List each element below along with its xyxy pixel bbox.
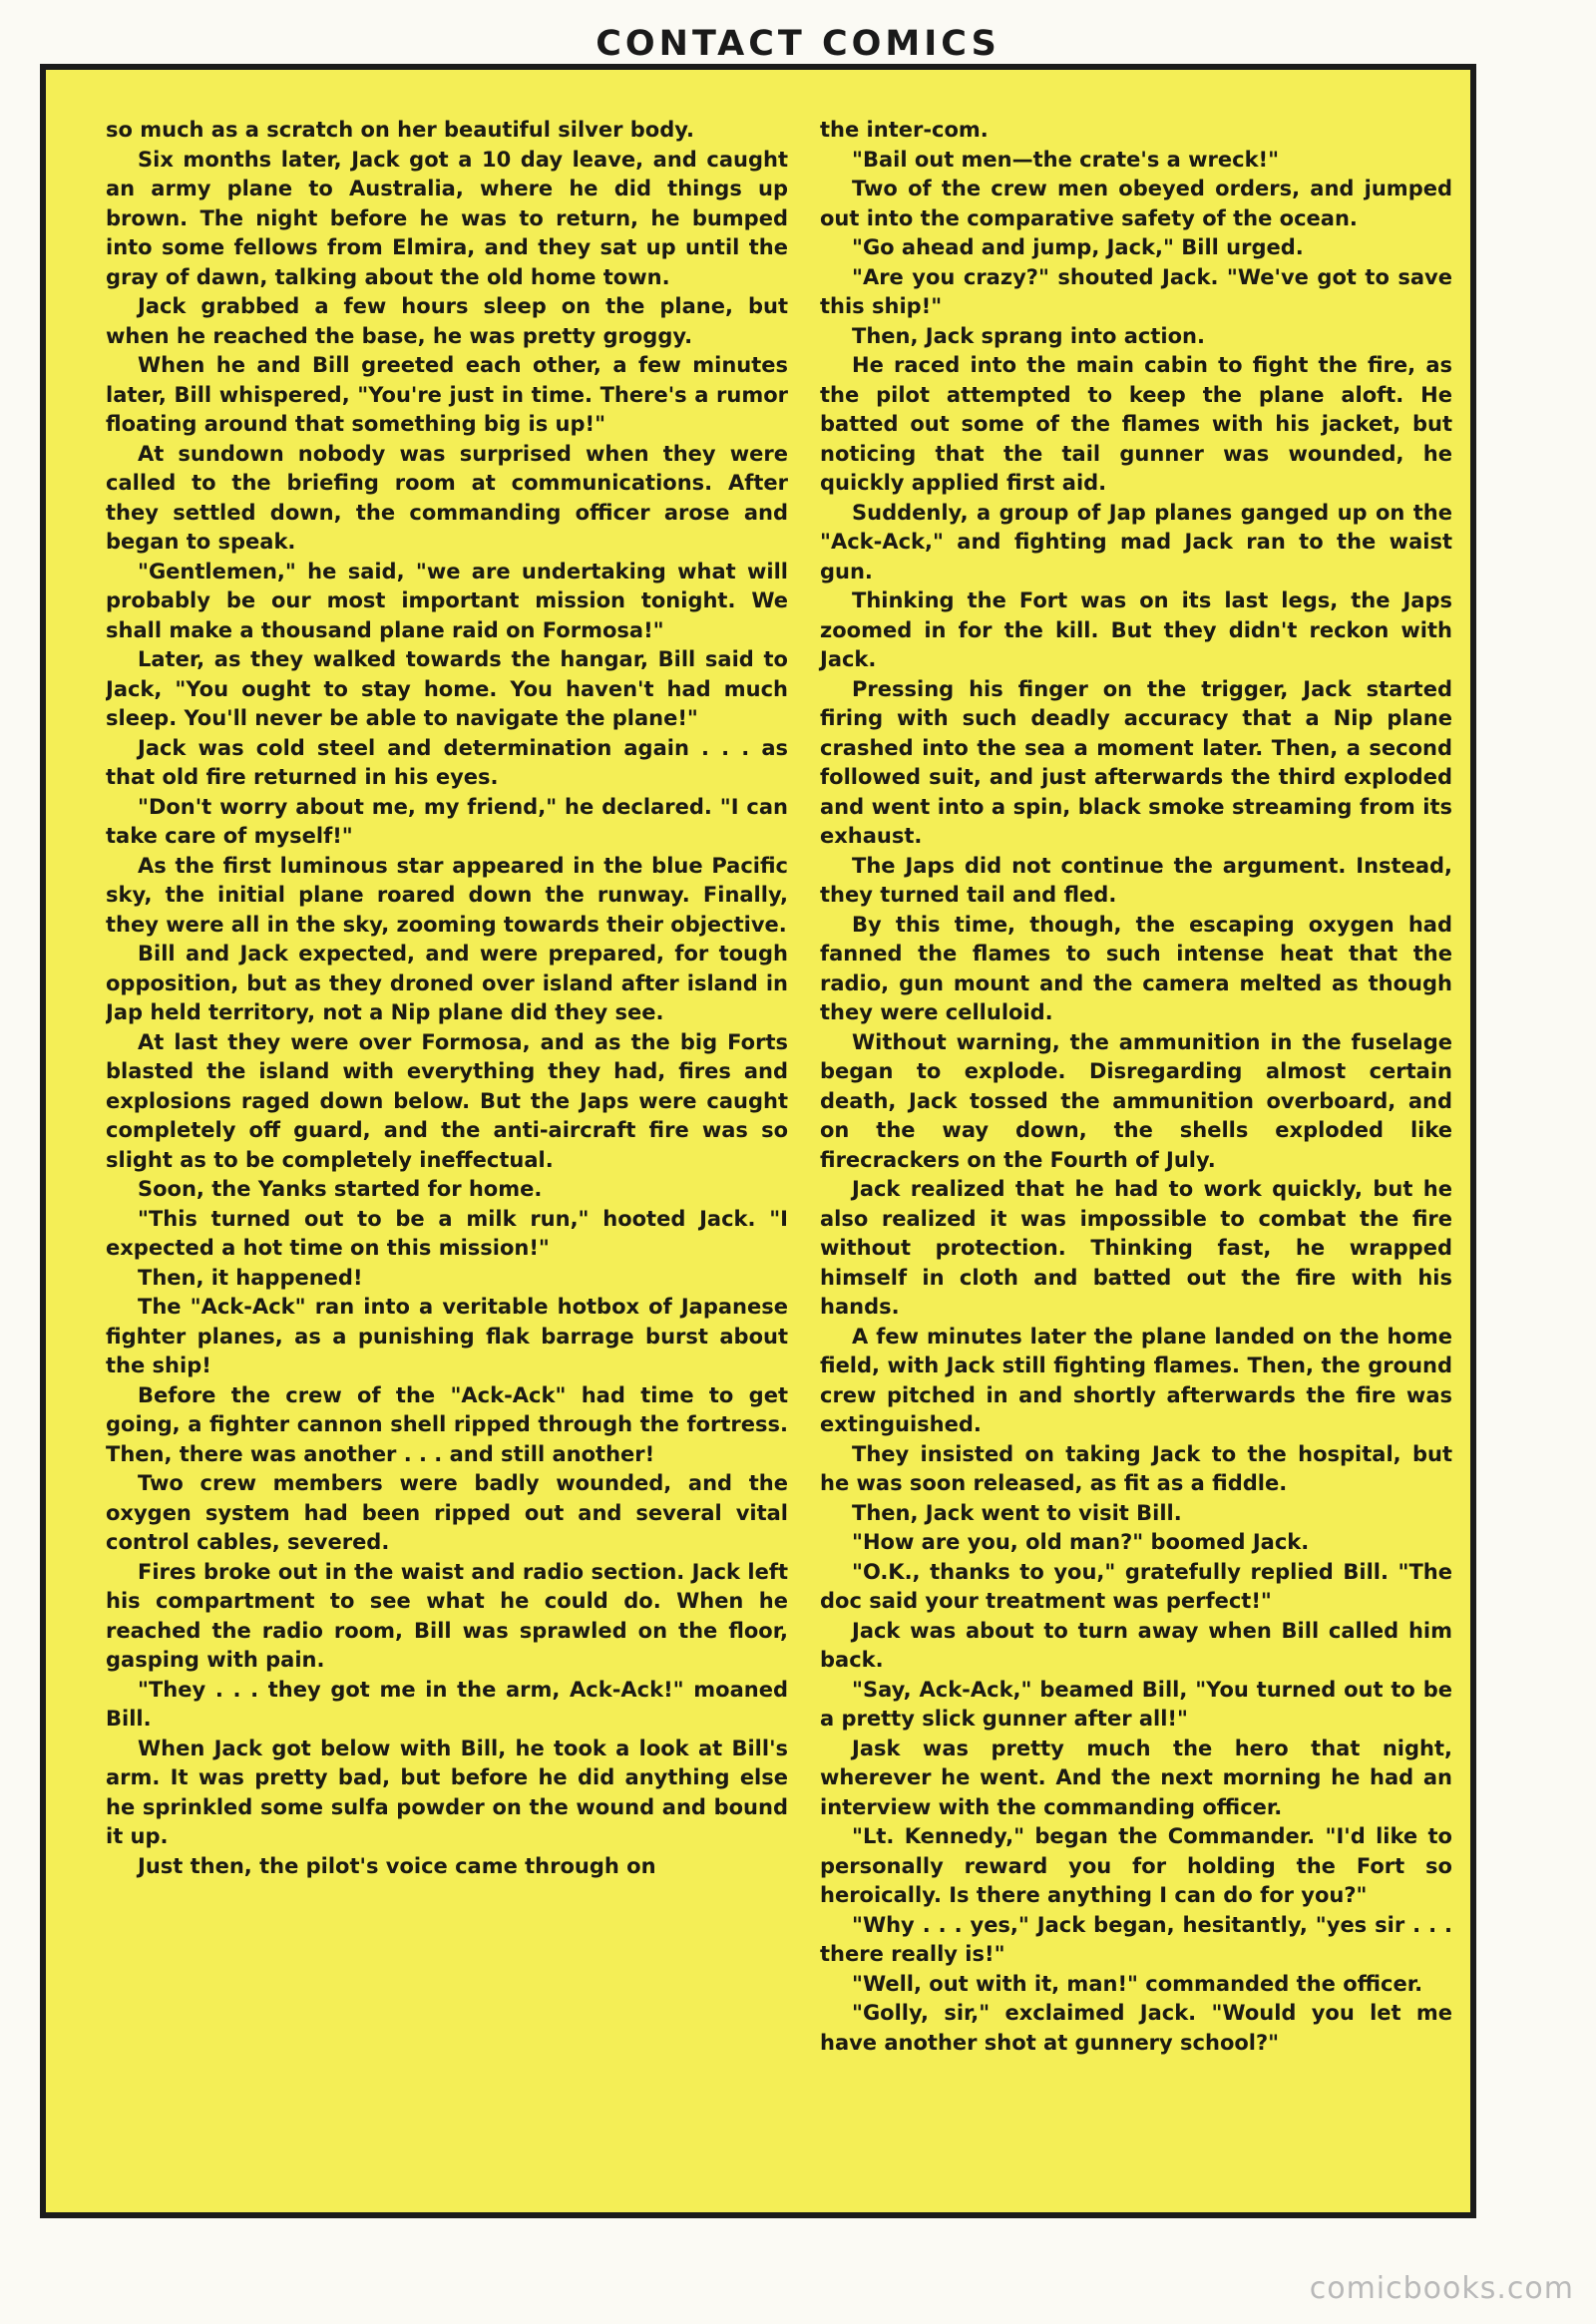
paragraph: "Don't worry about me, my friend," he declared. "I can take care of myself!" [106,794,788,848]
paragraph: Then, it happened! [138,1265,363,1290]
paragraph: He raced into the main cabin to fight the fire, as the pilot attempted to keep the plane aloft. He batted out some of the flames with his jacket, but noticing that the tail gunner was wounded, he quickly applied first aid. [820,353,1452,495]
paragraph: They insisted on taking Jack to the hospital, but he was soon released, as fit as a fiddle. [820,1441,1452,1495]
paragraph: "This turned out to be a milk run," hooted Jack. "I expected a hot time on this mission!" [106,1206,788,1260]
paragraph: so much as a scratch on her beautiful silver body. [106,118,694,142]
page-header: CONTACT COMICS [596,24,1000,64]
paragraph: "Well, out with it, man!" commanded the officer. [852,1971,1423,1996]
paragraph: Six months later, Jack got a 10 day leave, and caught an army plane to Australia, where he did things up brown. The night before he was to return, he bumped into some fellows from Elmira, and they sat up until the gray of dawn, talking about the old home town. [106,147,788,289]
paragraph: Two of the crew men obeyed orders, and jumped out into the comparative safety of the ocean. [820,177,1452,230]
paragraph: Jack realized that he had to work quickly, but he also realized it was impossible to combat the fire without protection. Thinking fast, he wrapped himself in cloth and batted out the fire with his hands. [820,1177,1452,1319]
paragraph: Jack grabbed a few hours sleep on the plane, but when he reached the base, he was pretty groggy. [106,294,788,348]
paragraph: Then, Jack sprang into action. [852,323,1205,348]
paragraph: "Bail out men—the crate's a wreck!" [852,147,1280,172]
paragraph: "Golly, sir," exclaimed Jack. "Would you let me have another shot at gunnery school?" [820,2001,1452,2055]
paragraph: "Gentlemen," he said, "we are undertaking what will probably be our most important mission tonight. We shall make a thousand plane raid on Formosa!" [106,559,788,642]
text-columns [106,116,1452,2192]
paragraph: Suddenly, a group of Jap planes ganged up on the "Ack-Ack," and fighting mad Jack ran to the waist gun. [820,500,1452,583]
paragraph: Later, as they walked towards the hangar, Bill said to Jack, "You ought to stay home. You haven't had much sleep. You'll never be able to navigate the plane!" [106,647,788,730]
paragraph: "Lt. Kennedy," began the Commander. "I'd like to personally reward you for holding the Fort so heroically. Is there anything I can do for you?" [820,1824,1452,1907]
paragraph: "Say, Ack-Ack," beamed Bill, "You turned out to be a pretty slick gunner after all!" [820,1677,1452,1731]
watermark: comicbooks.com [1309,2271,1574,2306]
paragraph: Just then, the pilot's voice came through on [138,1853,656,1878]
paragraph: Soon, the Yanks started for home. [138,1177,543,1201]
paragraph: The "Ack-Ack" ran into a veritable hotbox of Japanese fighter planes, as a punishing flak barrage burst about the ship! [106,1295,788,1377]
paragraph: "Are you crazy?" shouted Jack. "We've got to save this ship!" [820,264,1452,318]
paragraph: Two crew members were badly wounded, and the oxygen system had been ripped out and several vital control cables, severed. [106,1471,788,1554]
paragraph: When he and Bill greeted each other, a few minutes later, Bill whispered, "You're just in time. There's a rumor floating around that something big is up!" [106,353,788,436]
paragraph: At sundown nobody was surprised when they were called to the briefing room at communications. After they settled down, the commanding officer arose and began to speak. [106,441,788,554]
paragraph: The Japs did not continue the argument. Instead, they turned tail and fled. [820,853,1452,907]
paragraph: "Go ahead and jump, Jack," Bill urged. [852,235,1304,259]
paragraph: A few minutes later the plane landed on the home field, with Jack still fighting flames. Then, the ground crew pitched in and shortly afterwards the fire was extinguished. [820,1324,1452,1436]
left-column [106,116,804,2192]
paragraph: Jack was about to turn away when Bill called him back. [820,1618,1452,1672]
paragraph: Fires broke out in the waist and radio section. Jack left his compartment to see what he could do. When he reached the radio room, Bill was sprawled on the floor, gasping with pain. [106,1559,788,1672]
paragraph: "O.K., thanks to you," gratefully replied Bill. "The doc said your treatment was perfect!" [820,1559,1452,1613]
paragraph: "They . . . they got me in the arm, Ack-Ack!" moaned Bill. [106,1677,788,1731]
paragraph: Then, Jack went to visit Bill. [852,1500,1182,1525]
paragraph: Pressing his finger on the trigger, Jack started firing with such deadly accuracy that a Nip plane crashed into the sea a moment later. Then, a second followed suit, and just afterwards the third exploded and went into a spin, black smoke streaming from its exhaust. [820,676,1452,848]
paragraph: Jack was cold steel and determination again . . . as that old fire returned in his eyes. [106,735,788,789]
paragraph: When Jack got below with Bill, he took a look at Bill's arm. It was pretty bad, but before he did anything else he sprinkled some sulfa powder on the wound and bound it up. [106,1736,788,1848]
paragraph: Thinking the Fort was on its last legs, the Japs zoomed in for the kill. But they didn't reckon with Jack. [820,588,1452,671]
paragraph: At last they were over Formosa, and as the big Forts blasted the island with everything they had, fires and explosions raged down below. But the Japs were caught completely off guard, and the anti-aircraft fire was so slight as to be completely ineffectual. [106,1029,788,1172]
paragraph: By this time, though, the escaping oxygen had fanned the flames to such intense heat that the radio, gun mount and the camera melted as though they were celluloid. [820,912,1452,1024]
paragraph: "Why . . . yes," Jack began, hesitantly, "yes sir . . . there really is!" [820,1912,1452,1966]
paragraph: "How are you, old man?" boomed Jack. [852,1530,1310,1554]
story-text-panel [40,64,1476,2218]
paragraph: Jask was pretty much the hero that night, wherever he went. And the next morning he had an interview with the commanding officer. [820,1736,1452,1819]
paragraph: the inter-com. [820,118,989,142]
paragraph: Before the crew of the "Ack-Ack" had time to get going, a fighter cannon shell ripped through the fortress. Then, there was another . . . and still another! [106,1382,788,1466]
paragraph: As the first luminous star appeared in the blue Pacific sky, the initial plane roared down the runway. Finally, they were all in the sky, zooming towards their objective. [106,853,788,937]
paragraph: Bill and Jack expected, and were prepared, for tough opposition, but as they droned over island after island in Jap held territory, not a Nip plane did they see. [106,942,788,1024]
paragraph: Without warning, the ammunition in the fuselage began to explode. Disregarding almost certain death, Jack tossed the ammunition overboard, and on the way down, the shells exploded like firecrackers on the Fourth of July. [820,1029,1452,1172]
right-column [804,116,1452,2192]
